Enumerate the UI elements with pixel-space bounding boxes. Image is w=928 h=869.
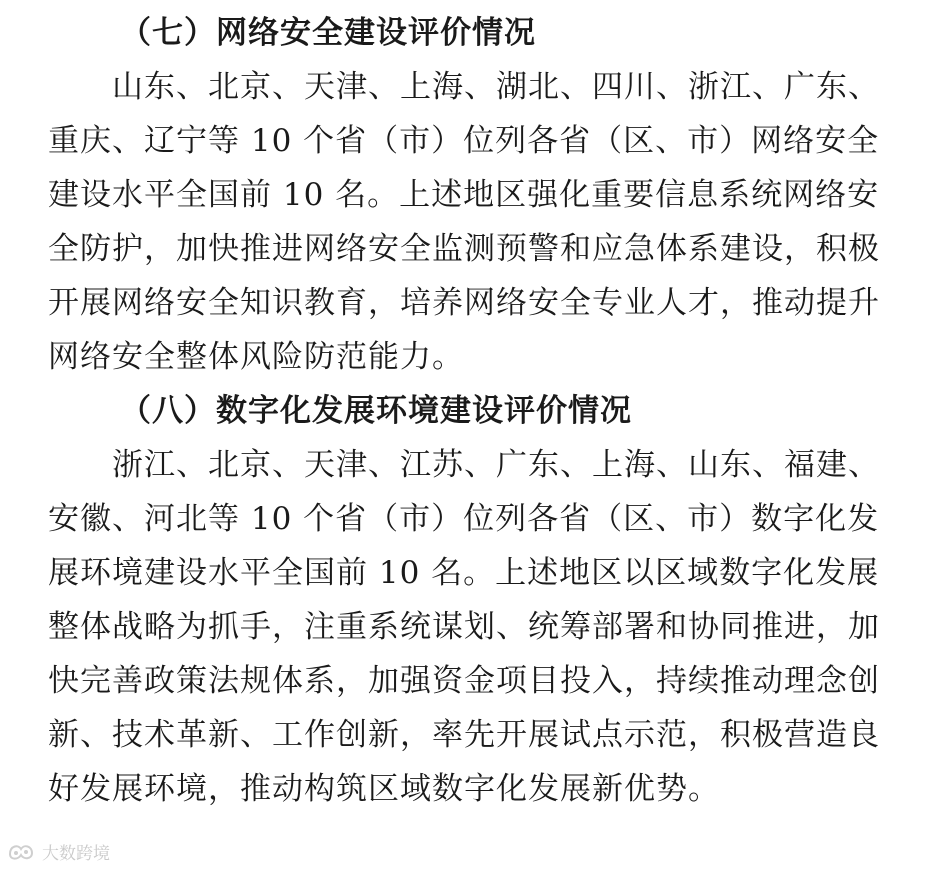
watermark-text: 大数跨境 <box>42 843 110 864</box>
section-8-line-2: 安徽、河北等 10 个省（市）位列各省（区、市）数字化发 <box>48 501 880 537</box>
section-7-line-1: 山东、北京、天津、上海、湖北、四川、浙江、广东、 <box>112 69 880 105</box>
section-7-line-3: 建设水平全国前 10 名。上述地区强化重要信息系统网络安 <box>48 177 880 213</box>
section-7-line-2: 重庆、辽宁等 10 个省（市）位列各省（区、市）网络安全 <box>48 123 880 159</box>
section-7-heading: （七）网络安全建设评价情况 <box>120 15 536 51</box>
section-7-line-5: 开展网络安全知识教育，培养网络安全专业人才，推动提升 <box>48 285 880 321</box>
section-8-line-5: 快完善政策法规体系，加强资金项目投入，持续推动理念创 <box>48 663 880 699</box>
section-8-line-1: 浙江、北京、天津、江苏、广东、上海、山东、福建、 <box>112 447 880 483</box>
section-8-line-7: 好发展环境，推动构筑区域数字化发展新优势。 <box>48 771 720 807</box>
section-8-heading: （八）数字化发展环境建设评价情况 <box>120 393 632 429</box>
section-8-line-6: 新、技术革新、工作创新，率先开展试点示范，积极营造良 <box>48 717 880 753</box>
section-8-line-3: 展环境建设水平全国前 10 名。上述地区以区域数字化发展 <box>48 555 880 591</box>
brand-logo-icon <box>6 840 36 862</box>
section-7-line-6: 网络安全整体风险防范能力。 <box>48 339 464 375</box>
section-8-line-4: 整体战略为抓手，注重系统谋划、统筹部署和协同推进，加 <box>48 609 880 645</box>
document-body <box>48 6 888 816</box>
watermark <box>6 838 110 864</box>
section-7-line-4: 全防护，加快推进网络安全监测预警和应急体系建设，积极 <box>48 231 880 267</box>
